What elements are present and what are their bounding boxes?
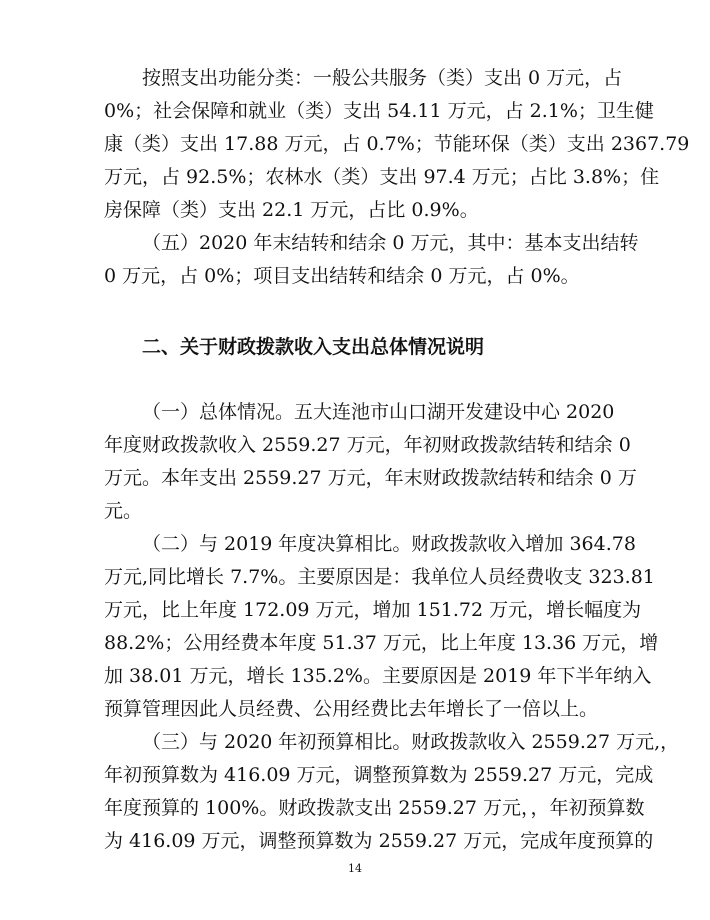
page-number: 14 [348,862,362,875]
text-line: 万元。本年支出 2559.27 万元，年末财政拨款结转和结余 0 万 [104,467,637,489]
text-line: 按照支出功能分类：一般公共服务（类）支出 0 万元，占 [142,67,623,89]
text-line: 年度预算的 100%。财政拨款支出 2559.27 万元，，年初预算数 [104,797,645,819]
text-line: 元。 [104,500,143,522]
text-line: （二）与 2019 年度决算相比。财政拨款收入增加 364.78 [142,533,636,555]
text-line: 万元，占 92.5%；农林水（类）支出 97.4 万元；占比 3.8%；住 [104,166,660,188]
text-line: 万元，比上年度 172.09 万元，增加 151.72 万元，增长幅度为 [104,599,642,621]
paragraph-compare-2019 [104,528,659,726]
paragraph-compare-budget [104,726,680,858]
paragraph-year-end-balance [104,227,639,293]
text-line: 0 万元，占 0%；项目支出结转和结余 0 万元，占 0%。 [104,265,580,287]
text-line: 康（类）支出 17.88 万元，占 0.7%；节能环保（类）支出 2367.79 [104,133,690,155]
text-line: 加 38.01 万元，增长 135.2%。主要原因是 2019 年下半年纳入 [104,665,652,687]
text-line: 年初预算数为 416.09 万元，调整预算数为 2559.27 万元，完成 [104,764,654,786]
paragraph-overall-situation [104,396,637,528]
text-line: 为 416.09 万元，调整预算数为 2559.27 万元，完成年度预算的 [104,830,654,852]
text-line: 年度财政拨款收入 2559.27 万元，年初财政拨款结转和结余 0 [104,434,631,456]
text-line: 0%；社会保障和就业（类）支出 54.11 万元，占 2.1%；卫生健 [104,100,654,122]
text-line: （五）2020 年末结转和结余 0 万元，其中：基本支出结转 [142,232,639,254]
text-line: 预算管理因此人员经费、公用经费比去年增长了一倍以上。 [104,698,599,720]
text-line: （一）总体情况。五大连池市山口湖开发建设中心 2020 [142,401,615,423]
text-line: 万元,同比增长 7.7%。主要原因是：我单位人员经费收支 323.81 [104,566,655,588]
paragraph-expenditure-by-function [104,62,690,227]
text-line: 房保障（类）支出 22.1 万元，占比 0.9%。 [104,199,479,221]
section-heading: 二、关于财政拨款收入支出总体情况说明 [142,336,485,358]
text-line: （三）与 2020 年初预算相比。财政拨款收入 2559.27 万元,， [142,731,680,753]
text-line: 88.2%；公用经费本年度 51.37 万元，比上年度 13.36 万元，增 [104,632,659,654]
